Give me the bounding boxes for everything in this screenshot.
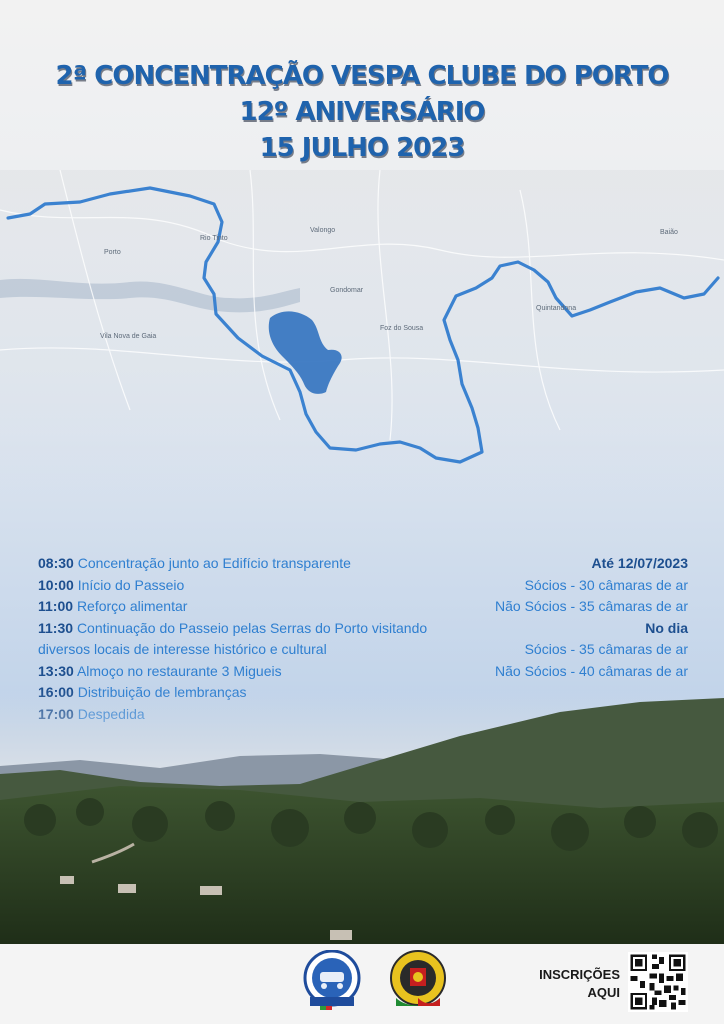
schedule-text: Concentração junto ao Edifício transparente [77,555,351,571]
schedule-item [38,596,438,618]
schedule-time: 13:30 [38,662,74,679]
registration-text: INSCRIÇÕES [539,967,620,982]
schedule-text: Início do Passeio [77,576,185,593]
schedule-time: 11:00 [38,598,74,614]
map-label-baiao: Baião [660,229,678,236]
registration-here: AQUI [587,985,620,1000]
price-list [495,553,688,682]
early-price-heading: Até 12/07/2023 [591,555,688,571]
title-line-1: 2ª CONCENTRAÇÃO VESPA CLUBE DO PORTO [55,61,669,91]
schedule-item [38,553,438,575]
schedule-time: 08:30 [38,555,74,571]
schedule-time: 11:30 [38,619,74,636]
qr-code-icon[interactable] [628,952,688,1012]
title-line-2: 12º ANIVERSÁRIO [239,97,485,127]
event-title [0,58,724,166]
registration-label [539,966,620,1002]
club-logo-icon [302,950,362,1010]
schedule-text: Continuação do Passeio pelas Serras do Porto visitando diversos locais de interesse histórico e cultural [38,619,428,657]
title-line-3: 15 JULHO 2023 [259,133,465,163]
schedule-item [38,618,438,661]
landscape-photo [0,690,724,944]
schedule-text: Almoço no restaurante 3 Migueis [76,662,282,679]
schedule-item [38,661,438,683]
map-label-riotinto: Rio Tinto [200,235,228,242]
schedule-time: 10:00 [38,576,74,593]
schedule-text: Reforço alimentar [76,598,188,614]
day-price-nonmembers: Não Sócios - 40 câmaras de ar [495,662,688,679]
footer [0,944,724,1024]
portugal-club-logo-icon [388,950,448,1010]
schedule-item [38,575,438,597]
map-label-quintandona: Quintandona [536,305,577,312]
map-label-gaia: Vila Nova de Gaia [100,333,157,340]
map-label-gondomar: Gondomar [330,287,364,294]
map-label-valongo: Valongo [310,227,336,234]
map-label-porto: Porto [104,249,121,256]
day-price-members: Sócios - 35 câmaras de ar [524,641,688,657]
route-map [0,170,724,500]
day-price-heading: No dia [645,619,688,636]
early-price-nonmembers: Não Sócios - 35 câmaras de ar [495,598,688,614]
map-label-foz: Foz do Sousa [380,325,424,332]
early-price-members: Sócios - 30 câmaras de ar [524,576,688,593]
